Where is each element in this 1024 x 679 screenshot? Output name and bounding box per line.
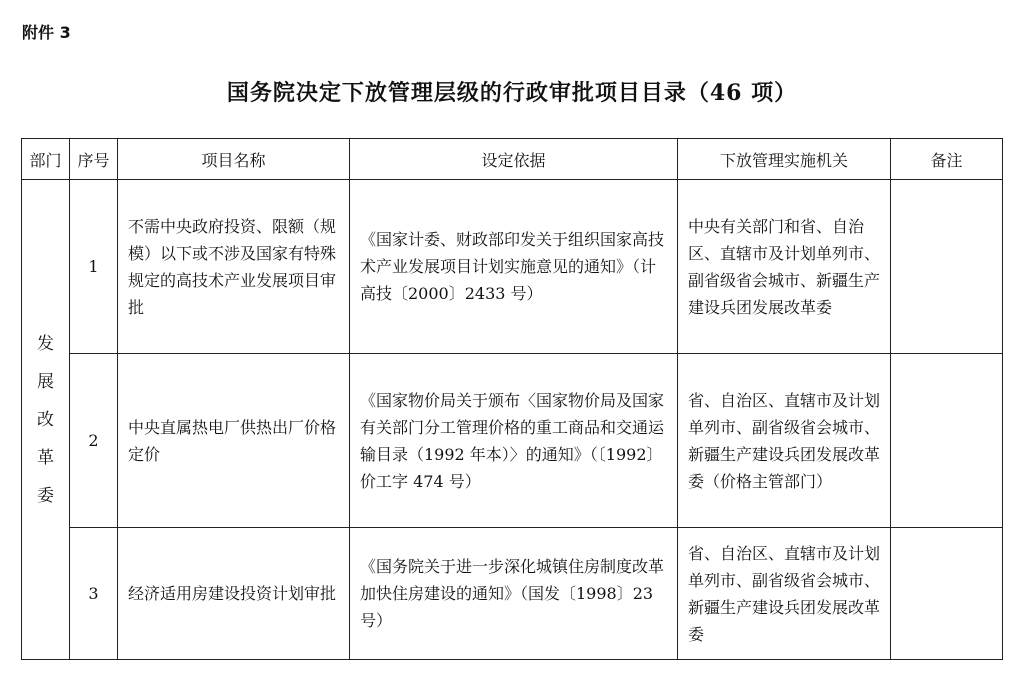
table-header-row bbox=[22, 139, 1003, 180]
department-cell bbox=[22, 180, 70, 660]
item-name: 不需中央政府投资、限额（规模）以下或不涉及国家有特殊规定的高技术产业发展项目审批 bbox=[118, 180, 350, 354]
department-char: 展 bbox=[37, 371, 54, 392]
item-basis: 《国家计委、财政部印发关于组织国家高技术产业发展项目计划实施意见的通知》（计高技〔2000〕2433 号） bbox=[350, 180, 678, 354]
item-authority: 中央有关部门和省、自治区、直辖市及计划单列市、副省级省会城市、新疆生产建设兵团发展改革委 bbox=[678, 180, 891, 354]
header-item-name: 项目名称 bbox=[118, 139, 350, 180]
header-authority: 下放管理实施机关 bbox=[678, 139, 891, 180]
item-basis: 《国家物价局关于颁布〈国家物价局及国家有关部门分工管理价格的重工商品和交通运输目录（1992 年本）〉的通知》（〔1992〕价工字 474 号） bbox=[350, 354, 678, 528]
approval-items-table bbox=[21, 138, 1003, 660]
department-char: 革 bbox=[37, 447, 54, 468]
item-remarks bbox=[891, 180, 1003, 354]
department-char: 改 bbox=[37, 409, 54, 430]
item-name: 中央直属热电厂供热出厂价格定价 bbox=[118, 354, 350, 528]
row-number: 2 bbox=[70, 354, 118, 528]
item-authority: 省、自治区、直辖市及计划单列市、副省级省会城市、新疆生产建设兵团发展改革委 bbox=[678, 528, 891, 660]
table-row bbox=[22, 354, 1003, 528]
header-remarks: 备注 bbox=[891, 139, 1003, 180]
header-number: 序号 bbox=[70, 139, 118, 180]
department-char: 发 bbox=[37, 333, 54, 354]
table-row bbox=[22, 180, 1003, 354]
attachment-label: 附件 3 bbox=[22, 23, 71, 42]
row-number: 3 bbox=[70, 528, 118, 660]
item-authority: 省、自治区、直辖市及计划单列市、副省级省会城市、新疆生产建设兵团发展改革委（价格主管部门） bbox=[678, 354, 891, 528]
department-char: 委 bbox=[37, 485, 54, 506]
item-name: 经济适用房建设投资计划审批 bbox=[118, 528, 350, 660]
header-basis: 设定依据 bbox=[350, 139, 678, 180]
item-remarks bbox=[891, 354, 1003, 528]
page-title: 国务院决定下放管理层级的行政审批项目目录（46 项） bbox=[226, 80, 798, 106]
item-basis: 《国务院关于进一步深化城镇住房制度改革加快住房建设的通知》（国发〔1998〕23 号） bbox=[350, 528, 678, 660]
item-remarks bbox=[891, 528, 1003, 660]
row-number: 1 bbox=[70, 180, 118, 354]
table-row bbox=[22, 528, 1003, 660]
header-department: 部门 bbox=[22, 139, 70, 180]
